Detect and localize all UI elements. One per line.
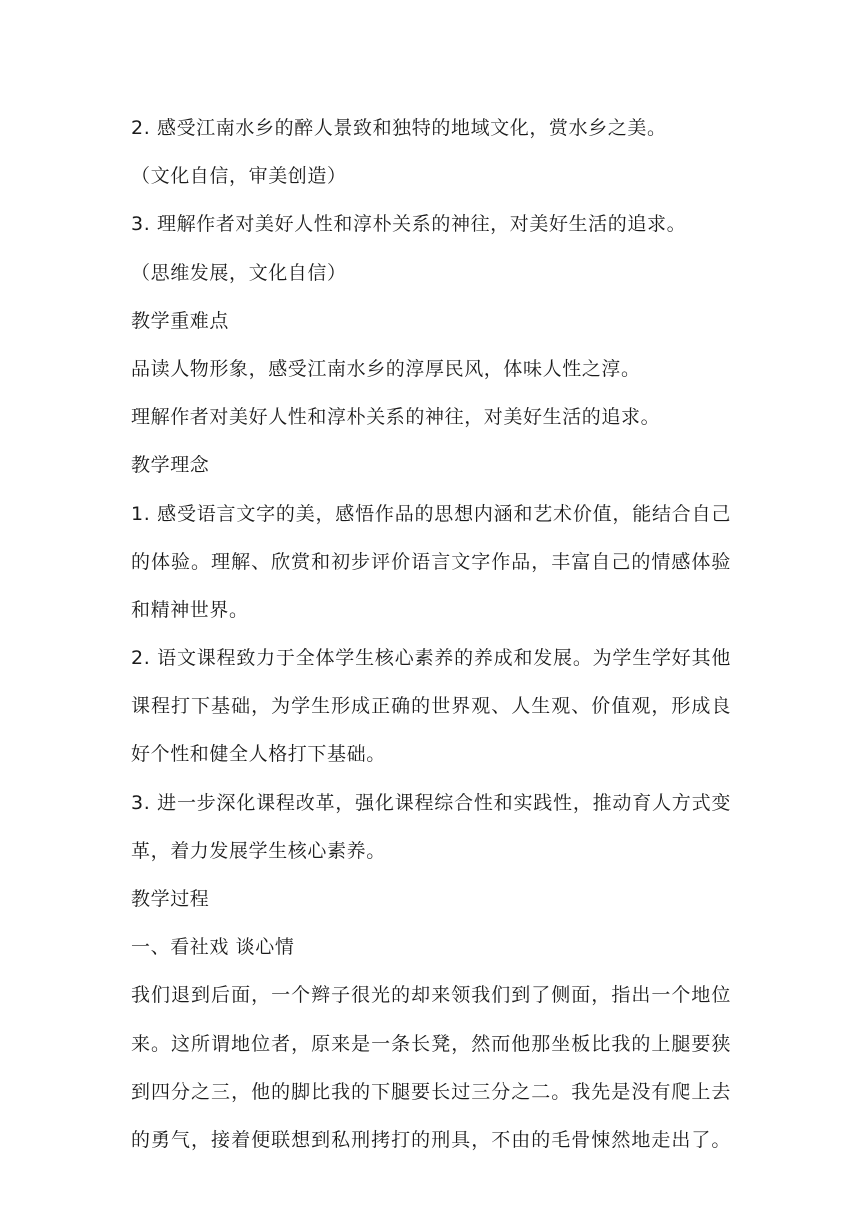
philosophy-item-2 (131, 634, 731, 779)
paragraph-line: 2. 语文课程致力于全体学生核心素养的养成和发展。为学生学好其他 (131, 647, 731, 670)
objective-2: 2. 感受江南水乡的醉人景致和独特的地域文化，赏水乡之美。 (131, 117, 667, 139)
subheading-watch-opera: 一、看社戏 谈心情 (131, 936, 295, 959)
heading-key-difficulties: 教学重难点 (131, 309, 230, 332)
document-body (131, 104, 731, 1164)
passage-line: 的勇气，接着便联想到私刑拷打的刑具，不由的毛骨悚然地走出了。 (131, 1128, 731, 1151)
paragraph-line: 的体验。理解、欣赏和初步评价语言文字作品，丰富自己的情感体验 (131, 550, 731, 573)
key-point-2: 理解作者对美好人性和淳朴关系的神往，对美好生活的追求。 (131, 406, 661, 429)
passage-line: 我们退到后面，一个辫子很光的却来领我们到了侧面，指出一个地位 (131, 984, 731, 1007)
heading-teaching-process: 教学过程 (131, 888, 210, 910)
paragraph-line: 3. 进一步深化课程改革，强化课程综合性和实践性，推动育人方式变 (131, 791, 731, 814)
paragraph-line: 和精神世界。 (131, 598, 249, 621)
paragraph-line: 革，着力发展学生核心素养。 (131, 839, 386, 862)
heading-teaching-philosophy: 教学理念 (131, 454, 210, 477)
objective-2-tags: （文化自信，审美创造） (131, 165, 347, 188)
passage-line: 到四分之三，他的脚比我的下腿要长过三分之二。我先是没有爬上去 (131, 1080, 731, 1103)
paragraph-line: 好个性和健全人格打下基础。 (131, 743, 386, 766)
key-point-1: 品读人物形象，感受江南水乡的淳厚民风，体味人性之淳。 (131, 357, 641, 380)
quoted-passage (131, 971, 731, 1164)
objective-3-tags: （思维发展，文化自信） (131, 261, 347, 284)
objective-3: 3. 理解作者对美好人性和淳朴关系的神往，对美好生活的追求。 (131, 213, 687, 236)
philosophy-item-3 (131, 779, 731, 875)
paragraph-line: 课程打下基础，为学生形成正确的世界观、人生观、价值观，形成良 (131, 695, 731, 718)
passage-line: 来。这所谓地位者，原来是一条长凳，然而他那坐板比我的上腿要狭 (131, 1032, 731, 1055)
philosophy-item-1 (131, 490, 731, 635)
paragraph-line: 1. 感受语言文字的美，感悟作品的思想内涵和艺术价值，能结合自己 (131, 502, 731, 525)
